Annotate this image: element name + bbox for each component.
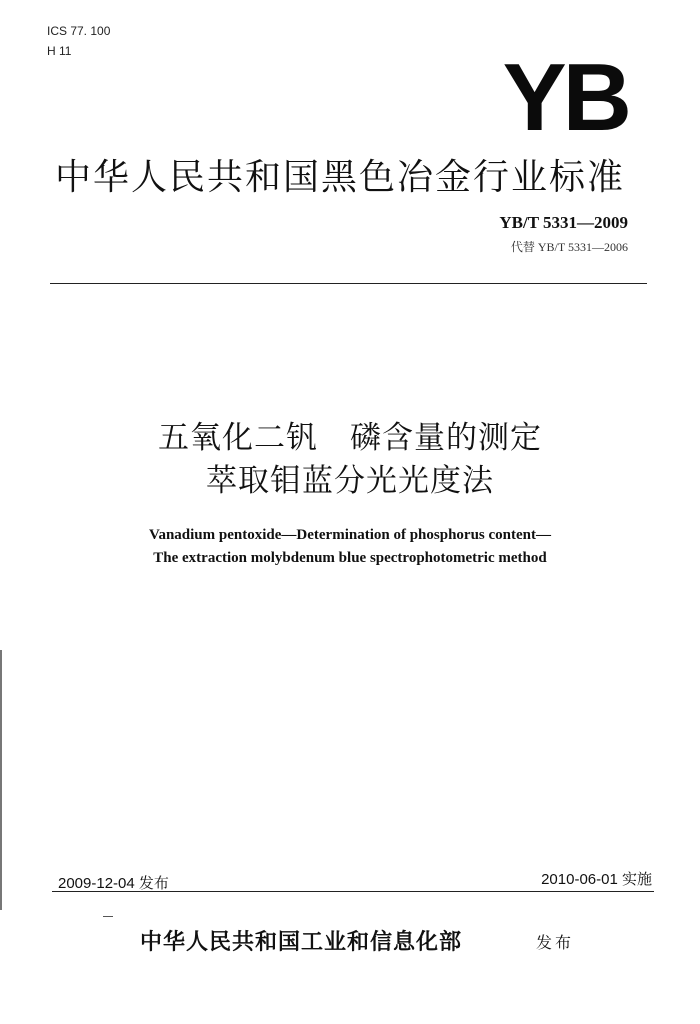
issue-date: 2009-12-04 发布 (58, 875, 169, 892)
replaces-standard: 代替 YB/T 5331—2006 (510, 240, 628, 254)
footer-divider (52, 891, 654, 892)
header-divider (50, 283, 647, 284)
yb-logo: YB (502, 44, 628, 151)
standard-number: YB/T 5331—2009 (499, 213, 628, 232)
cn-title-line-1: 五氧化二钒 磷含量的测定 (158, 420, 542, 456)
en-title-line-2: The extraction molybdenum blue spectrophotometric method (153, 550, 547, 566)
en-title-line-1: Vanadium pentoxide—Determination of phosphorus content— (149, 527, 551, 543)
classification-code: H 11 (47, 44, 72, 58)
issuing-authority: 中华人民共和国工业和信息化部 (140, 930, 463, 955)
scan-speck (103, 916, 113, 917)
implementation-date: 2010-06-01 实施 (541, 871, 652, 888)
issued-label: 发布 (536, 933, 575, 952)
page-edge-shadow (0, 650, 2, 910)
cn-title-line-2: 萃取钼蓝分光光度法 (206, 463, 494, 499)
standard-title: 中华人民共和国黑色冶金行业标准 (55, 157, 626, 198)
ics-code: ICS 77. 100 (47, 24, 111, 38)
